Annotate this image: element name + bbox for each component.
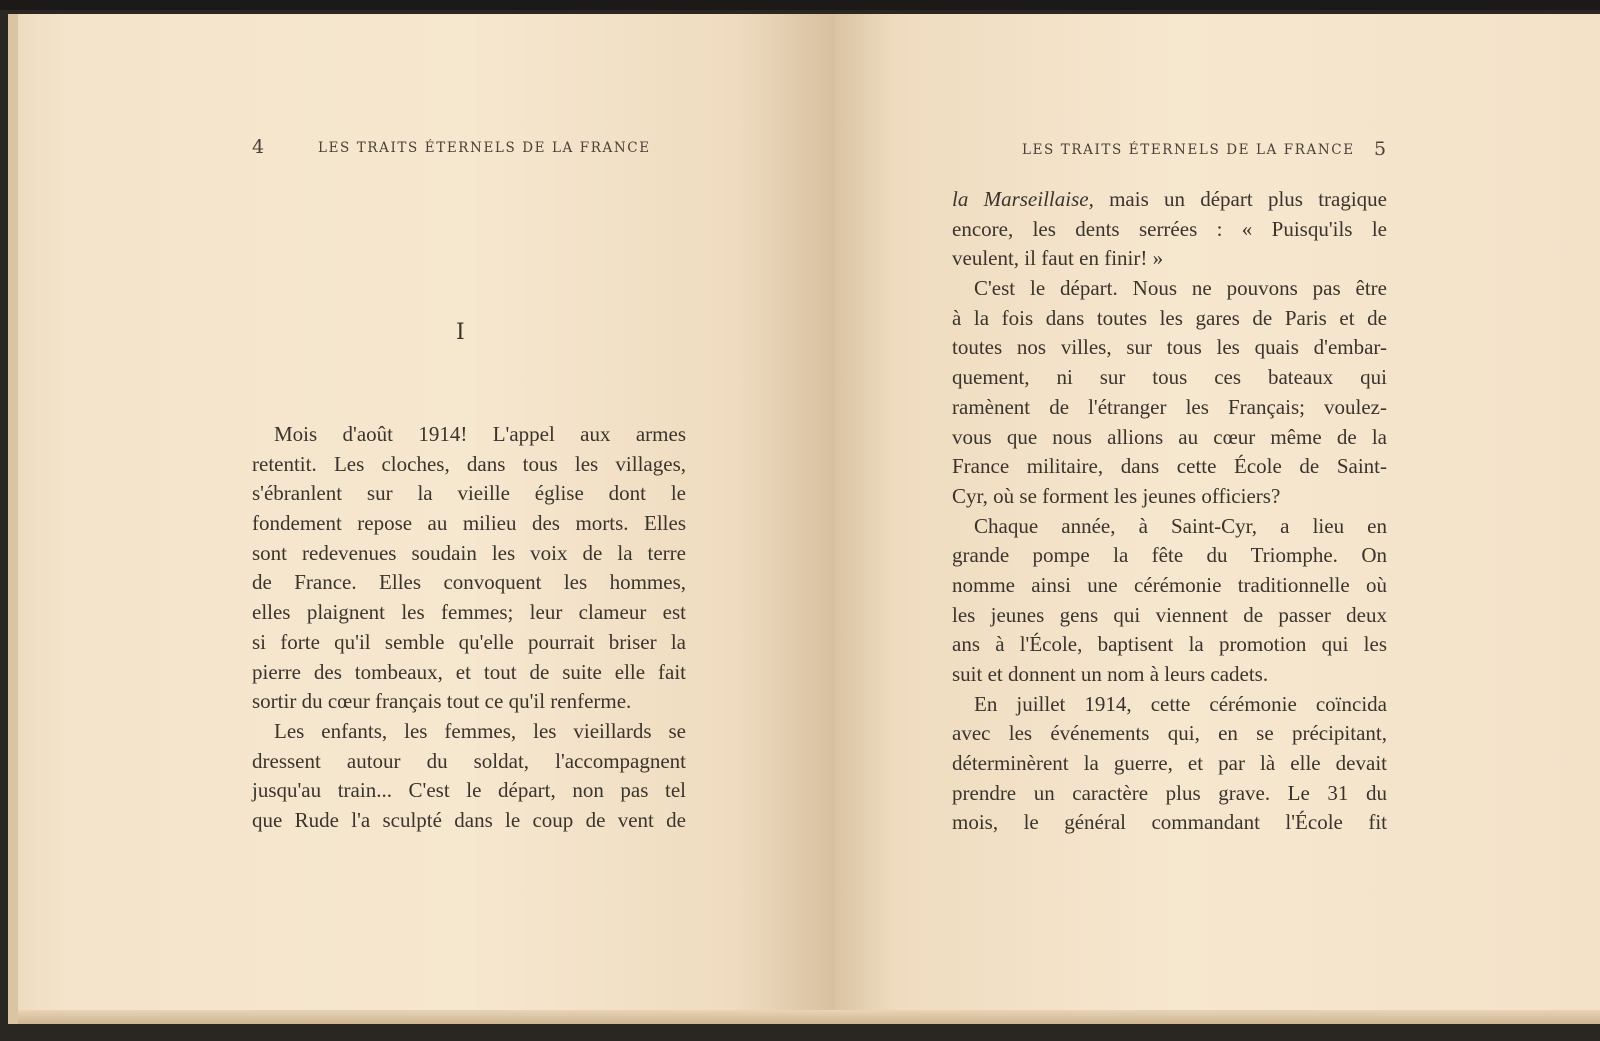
text-line: sortir du cœur français tout ce qu'il renferme. <box>252 689 632 714</box>
text-line: nomme ainsi une cérémonie traditionnelle où <box>952 572 1387 597</box>
text-line: C'est le départ. Nous ne pouvons pas être <box>974 276 1387 301</box>
text-line: avec les événements qui, en se précipitant, <box>952 721 1387 746</box>
text-line: toutes nos villes, sur tous les quais d'embar- <box>952 335 1387 360</box>
text-line: suit et donnent un nom à leurs cadets. <box>952 662 1269 686</box>
page-edge <box>18 1010 834 1024</box>
text-line: En juillet 1914, cette cérémonie coïncida <box>974 691 1387 716</box>
chapter-heading: I <box>456 320 465 345</box>
running-head: LES TRAITS ÉTERNELS DE LA FRANCE <box>1022 142 1355 158</box>
text-line: déterminèrent la guerre, et par là elle devait <box>952 751 1387 776</box>
italic-title: la Marseillaise, <box>952 187 1094 211</box>
text-line: France militaire, dans cette École de Saint- <box>952 454 1387 479</box>
text-line: Chaque année, à Saint-Cyr, a lieu en <box>974 513 1387 538</box>
text-line: grande pompe la fête du Triomphe. On <box>952 543 1387 568</box>
text-line: vous que nous allions au cœur même de la <box>952 424 1387 449</box>
text-line: veulent, il faut en finir! » <box>952 246 1164 271</box>
text-line: les jeunes gens qui viennent de passer deux <box>952 602 1387 627</box>
text-line: prendre un caractère plus grave. Le 31 du <box>952 780 1387 805</box>
running-head: LES TRAITS ÉTERNELS DE LA FRANCE <box>318 140 651 156</box>
text-line: Mois d'août 1914! L'appel aux armes <box>274 422 686 446</box>
text-line: si forte qu'il semble qu'elle pourrait briser la <box>252 629 686 654</box>
text-line: retentit. Les cloches, dans tous les villages, <box>252 451 686 476</box>
book-spread <box>0 10 1600 1041</box>
text-line: pierre des tombeaux, et tout de suite elle fait <box>252 659 686 684</box>
text-line: ans à l'École, baptisent la promotion qui les <box>952 632 1387 657</box>
text-line: Cyr, où se forment les jeunes officiers? <box>952 483 1281 508</box>
text-line: quement, ni sur tous ces bateaux qui <box>952 365 1387 390</box>
text-line: que Rude l'a sculpté dans le coup de vent de <box>252 807 686 832</box>
text-line: ramènent de l'étranger les Français; voulez- <box>952 394 1387 419</box>
text-line: s'ébranlent sur la vieille église dont le <box>252 481 686 506</box>
text-line: mois, le général commandant l'École fit <box>952 810 1387 835</box>
text-line: encore, les dents serrées : « Puisqu'ils le <box>952 216 1387 241</box>
text-line: jusqu'au train... C'est le départ, non pas tel <box>252 778 686 803</box>
text-line: Les enfants, les femmes, les vieillards se <box>274 718 686 743</box>
text-line: la Marseillaise, mais un départ plus tragique <box>952 187 1387 211</box>
text-line: de France. Elles convoquent les hommes, <box>252 570 686 595</box>
page-number: 5 <box>1374 138 1387 160</box>
text-line: sont redevenues soudain les voix de la terre <box>252 540 686 565</box>
text-line: dressent autour du soldat, l'accompagnent <box>252 748 686 773</box>
text-line: à la fois dans toutes les gares de Paris et de <box>952 305 1387 330</box>
left-page <box>8 14 834 1024</box>
text-line: fondement repose au milieu des morts. Elles <box>252 511 686 536</box>
text-line: elles plaignent les femmes; leur clameur est <box>252 600 686 625</box>
right-page <box>834 14 1600 1024</box>
page-number: 4 <box>252 136 265 158</box>
body-text <box>952 185 1387 838</box>
body-text <box>252 420 686 836</box>
page-edge <box>834 1010 1600 1024</box>
